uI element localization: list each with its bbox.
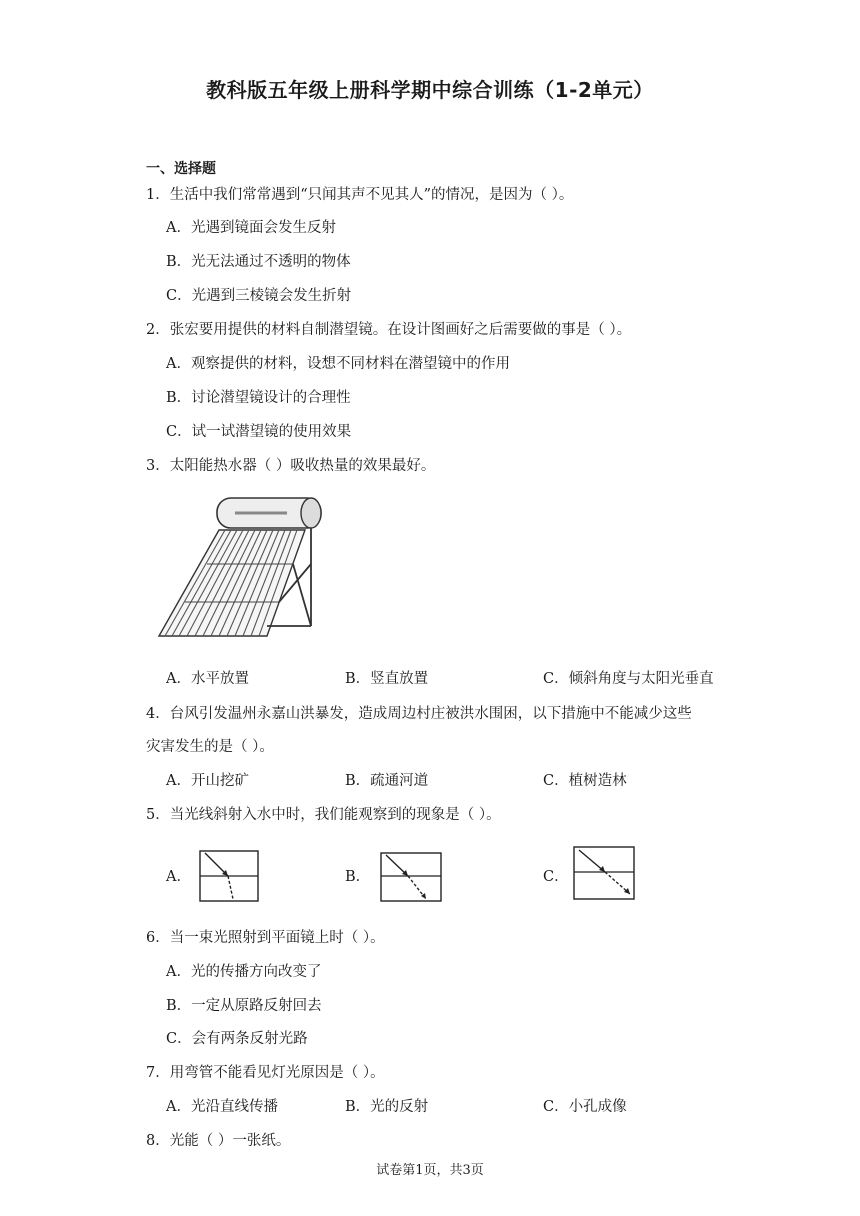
q3-option-b: B．竖直放置 [345,671,429,687]
refraction-diagram-c-icon [573,846,635,900]
refraction-diagram-b-icon [380,852,442,902]
page-footer: 试卷第1页，共3页 [376,1163,484,1178]
q4-option-b: B．疏通河道 [345,773,429,789]
question-4-continued: 灾害发生的是（ ）。 [146,739,274,755]
question-3: 3．太阳能热水器（ ）吸收热量的效果最好。 [146,458,436,474]
q1-option-c: C．光遇到三棱镜会发生折射 [166,288,352,304]
question-1: 1．生活中我们常常遇到“只闻其声不见其人”的情况，是因为（ ）。 [146,187,574,203]
q4-option-a: A．开山挖矿 [166,773,249,789]
q4-option-c: C．植树造林 [543,773,627,789]
q3-option-a: A．水平放置 [166,671,249,687]
question-7: 7．用弯管不能看见灯光原因是（ ）。 [146,1065,385,1081]
q7-option-a: A．光沿直线传播 [166,1099,278,1115]
q2-option-b: B．讨论潜望镜设计的合理性 [166,390,351,406]
q7-option-c: C．小孔成像 [543,1099,627,1115]
refraction-diagram-a-icon [199,850,259,902]
q7-option-b: B．光的反射 [345,1099,429,1115]
q6-option-b: B．一定从原路反射回去 [166,998,322,1014]
question-4: 4．台风引发温州永嘉山洪暴发，造成周边村庄被洪水围困，以下措施中不能减少这些 [146,706,692,722]
q3-option-c: C．倾斜角度与太阳光垂直 [543,671,714,687]
question-2: 2．张宏要用提供的材料自制潜望镜。在设计图画好之后需要做的事是（ ）。 [146,322,632,338]
q1-option-b: B．光无法通过不透明的物体 [166,254,351,270]
question-5: 5．当光线斜射入水中时，我们能观察到的现象是（ ）。 [146,807,501,823]
question-8: 8．光能（ ）一张纸。 [146,1133,291,1149]
q6-option-c: C．会有两条反射光路 [166,1031,308,1047]
q2-option-c: C．试一试潜望镜的使用效果 [166,424,352,440]
q5-option-b: B． [345,869,371,885]
question-6: 6．当一束光照射到平面镜上时（ ）。 [146,930,385,946]
q1-option-a: A．光遇到镜面会发生反射 [166,220,336,236]
q5-option-c: C． [543,869,569,885]
section-heading: 一、选择题 [146,161,216,177]
q5-option-a: A． [166,869,191,885]
page-title: 教科版五年级上册科学期中综合训练（1-2单元） [206,78,654,102]
q6-option-a: A．光的传播方向改变了 [166,964,322,980]
solar-water-heater-icon [155,492,330,644]
q2-option-a: A．观察提供的材料，设想不同材料在潜望镜中的作用 [166,356,510,372]
